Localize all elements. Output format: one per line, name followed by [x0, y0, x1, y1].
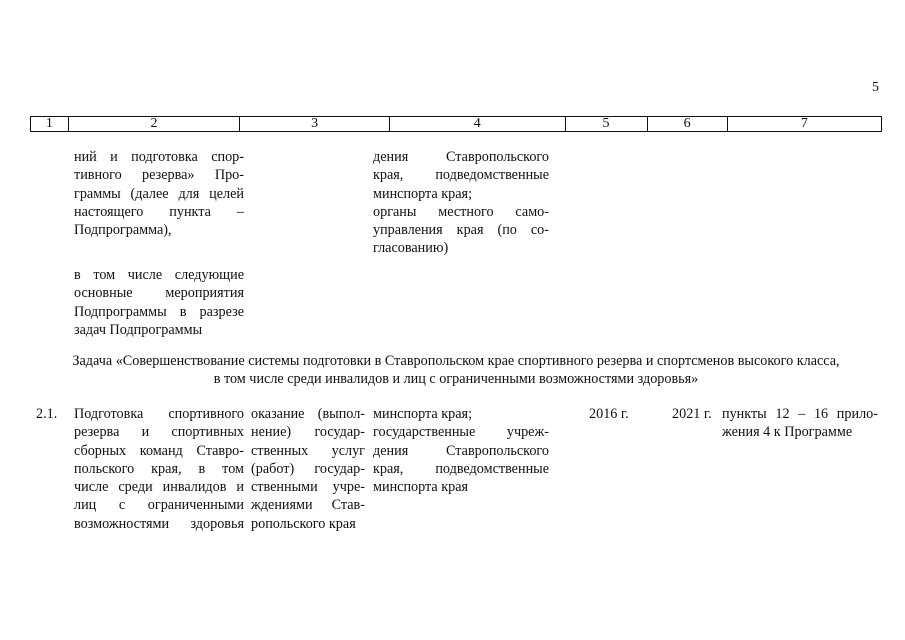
text-line: минспорта края: [373, 479, 469, 496]
text-line: граммы (далее для целей: [74, 185, 244, 202]
text-line: польского края, в том: [74, 460, 244, 477]
header-cell-2: 2: [68, 117, 240, 131]
text-line: пункты 12 – 16 прило-: [722, 406, 878, 422]
text-line: дения Ставропольского: [373, 149, 549, 165]
text-line: нение) государ-: [251, 424, 365, 441]
header-cell-7: 7: [727, 117, 881, 131]
text-line: государственные учреж-: [373, 424, 549, 441]
text-line: Подпрограмма),: [74, 222, 172, 239]
text-line: минспорта края;: [373, 406, 473, 422]
text-line: настоящего пункта –: [74, 203, 244, 220]
row-2-1-col4: [373, 405, 549, 496]
page-number: 5: [872, 80, 879, 95]
text-line: тивного резерва» Про-: [74, 167, 244, 184]
text-line: ждениями Став-: [251, 497, 365, 514]
block2-col2: [74, 266, 244, 339]
row-number: 2.1.: [36, 406, 58, 422]
task-heading: [30, 352, 882, 389]
text-line: резерва и спортивных: [74, 424, 244, 441]
row-2-1-end-year: 2021 г.: [672, 406, 712, 422]
row-2-1-start-year: 2016 г.: [589, 406, 629, 422]
row-2-1-col2: [74, 405, 244, 533]
text-line: ственными учре-: [251, 479, 365, 496]
text-line: возможностями здоровья: [74, 515, 244, 532]
text-line: органы местного само-: [373, 203, 549, 220]
text-line: гласованию): [373, 240, 449, 257]
text-line: числе среди инвалидов и: [74, 479, 244, 496]
text-line: ропольского края: [251, 515, 356, 532]
text-line: управления края (по со-: [373, 222, 549, 239]
text-line: (работ) государ-: [251, 460, 365, 477]
header-cell-5: 5: [565, 117, 647, 131]
header-cell-6: 6: [647, 117, 727, 131]
text-line: жения 4 к Программе: [722, 424, 853, 441]
task-line-1: Задача «Совершенствование системы подготовки в Ставропольском крае спортивного резерва и спортсменов высокого класса,: [72, 353, 840, 369]
text-line: ственных услуг: [251, 442, 365, 459]
row-2-1-col3: [251, 405, 365, 533]
text-line: в том числе следующие: [74, 267, 244, 283]
task-line-2: в том числе среди инвалидов и лиц с ограниченными возможностями здоровья»: [213, 371, 699, 388]
text-line: лиц с ограниченными: [74, 497, 244, 514]
table-header-row: [30, 116, 882, 132]
block1-col4: [373, 148, 549, 258]
text-line: края, подведомственные: [373, 167, 549, 184]
text-line: края, подведомственные: [373, 460, 549, 477]
text-line: задач Подпрограммы: [74, 321, 203, 338]
header-cell-4: 4: [389, 117, 565, 131]
block1-col2: [74, 148, 244, 239]
text-line: сборных команд Ставро-: [74, 442, 244, 459]
text-line: оказание (выпол-: [251, 406, 365, 422]
text-line: основные мероприятия: [74, 285, 244, 302]
header-cell-3: 3: [239, 117, 389, 131]
text-line: Подготовка спортивного: [74, 406, 244, 422]
text-line: минспорта края;: [373, 185, 473, 202]
text-line: дения Ставропольского: [373, 442, 549, 459]
text-line: Подпрограммы в разрезе: [74, 303, 244, 320]
header-cell-1: 1: [45, 116, 53, 131]
text-line: ний и подготовка спор-: [74, 149, 244, 165]
row-2-1-col7: [722, 405, 878, 442]
